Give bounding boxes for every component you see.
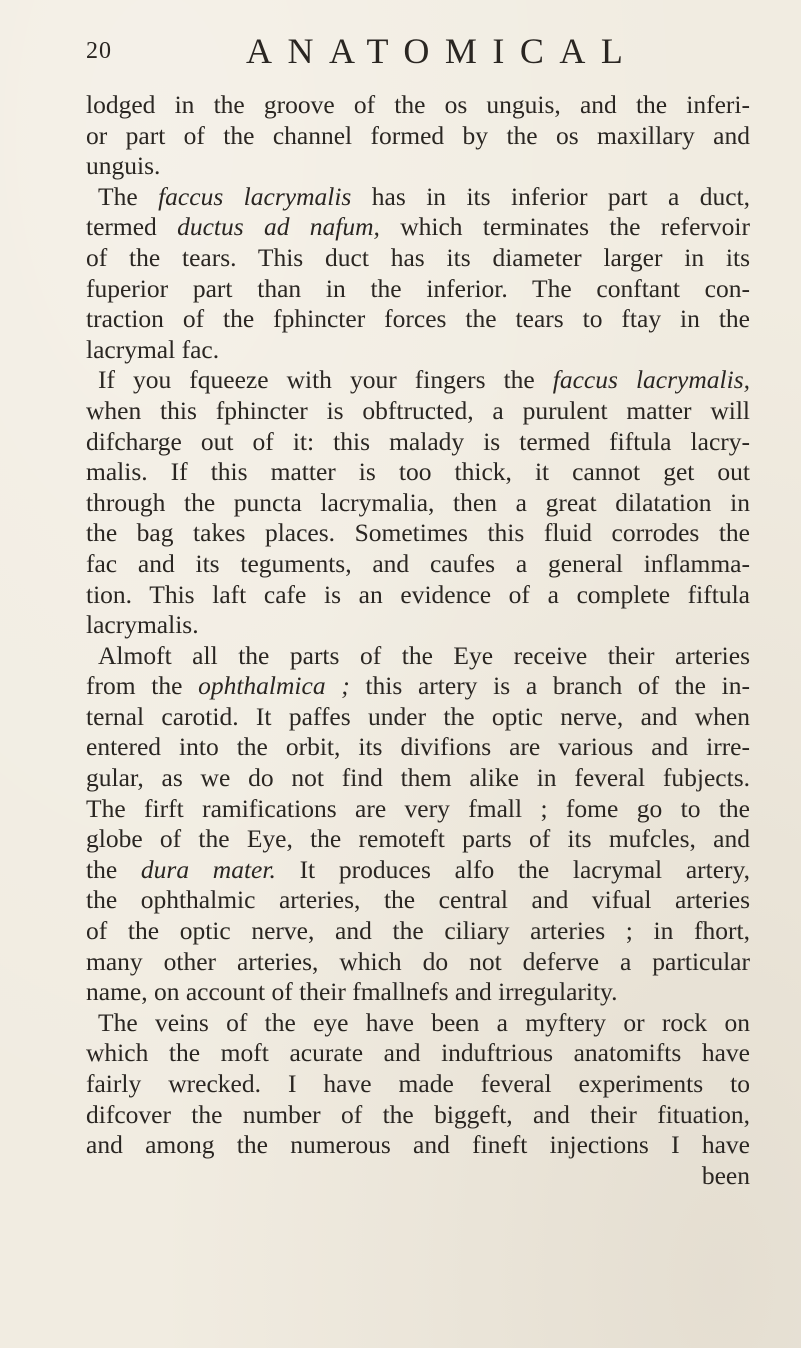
text-line: from the ophthalmica ; this artery is a branch of the in- <box>86 671 750 701</box>
text-line: gular, as we do not find them alike in feveral fubjects. <box>86 763 750 793</box>
text-line: ternal carotid. It paffes under the optic nerve, and when <box>86 701 750 731</box>
text-line: the ophthalmic arteries, the central and vifual arteries <box>86 885 750 915</box>
text-line: The firft ramifications are very fmall ; fome go to the <box>86 793 750 823</box>
italic-term: dura mater. <box>140 854 276 884</box>
text-line: fac and its teguments, and caufes a general inflamma- <box>86 548 750 578</box>
text-line: Almoft all the parts of the Eye receive their arteries <box>98 640 750 670</box>
text-line: malis. If this matter is too thick, it cannot get out <box>86 457 750 487</box>
catchword: been <box>701 1160 750 1190</box>
italic-term: ophthalmica ; <box>198 671 350 701</box>
text-line: termed ductus ad nafum, which terminates the refervoir <box>86 212 750 242</box>
text-line: difcharge out of it: this malady is termed fiftula lacry- <box>86 426 750 456</box>
text-line: The veins of the eye have been a myftery or rock on <box>98 1007 750 1037</box>
text-line: and among the numerous and fineft injections I have <box>86 1130 750 1160</box>
italic-term: faccus lacrymalis, <box>552 365 750 395</box>
text-line: entered into the orbit, its divifions are various and irre- <box>86 732 750 762</box>
text-line: many other arteries, which do not deferve a particular <box>86 946 750 976</box>
page-number: 20 <box>86 38 112 64</box>
text-line: fairly wrecked. I have made feveral experiments to <box>86 1069 750 1098</box>
text-line: lodged in the groove of the os unguis, and the inferi- <box>86 90 750 119</box>
text-line: unguis. <box>86 151 161 181</box>
text-line: when this fphincter is obftructed, a purulent matter will <box>86 395 750 425</box>
text-line: tion. This laft cafe is an evidence of a complete fiftula <box>86 579 750 609</box>
text-line: of the optic nerve, and the ciliary arteries ; in fhort, <box>86 916 750 946</box>
italic-term: ductus ad nafum, <box>177 212 380 242</box>
text-line: difcover the number of the biggeft, and their fituation, <box>86 1099 750 1129</box>
italic-term: faccus lacrymalis <box>158 181 352 211</box>
text-line: of the tears. This duct has its diameter larger in its <box>86 242 750 272</box>
text-line: the dura mater. It produces alfo the lacrymal artery, <box>86 854 751 884</box>
text-line: or part of the channel formed by the os maxillary and <box>86 120 750 150</box>
text-line: the bag takes places. Sometimes this fluid corrodes the <box>86 518 750 548</box>
text-line: The faccus lacrymalis has in its inferior part a duct, <box>98 181 750 211</box>
text-line: lacrymalis. <box>86 610 199 640</box>
text-line: which the moft acurate and induftrious anatomifts have <box>86 1038 750 1068</box>
text-line: name, on account of their fmallnefs and irregularity. <box>86 977 618 1007</box>
text-line: through the puncta lacrymalia, then a great dilatation in <box>86 487 750 517</box>
text-line: fuperior part than in the inferior. The conftant con- <box>86 273 750 303</box>
text-line: lacrymal fac. <box>86 334 220 364</box>
body-text <box>86 90 750 1191</box>
running-head: ANATOMICAL <box>246 31 639 71</box>
text-line: globe of the Eye, the remoteft parts of its mufcles, and <box>86 824 750 854</box>
text-line: If you fqueeze with your fingers the faccus lacrymalis, <box>98 365 750 395</box>
text-line: traction of the fphincter forces the tears to ftay in the <box>86 304 750 334</box>
